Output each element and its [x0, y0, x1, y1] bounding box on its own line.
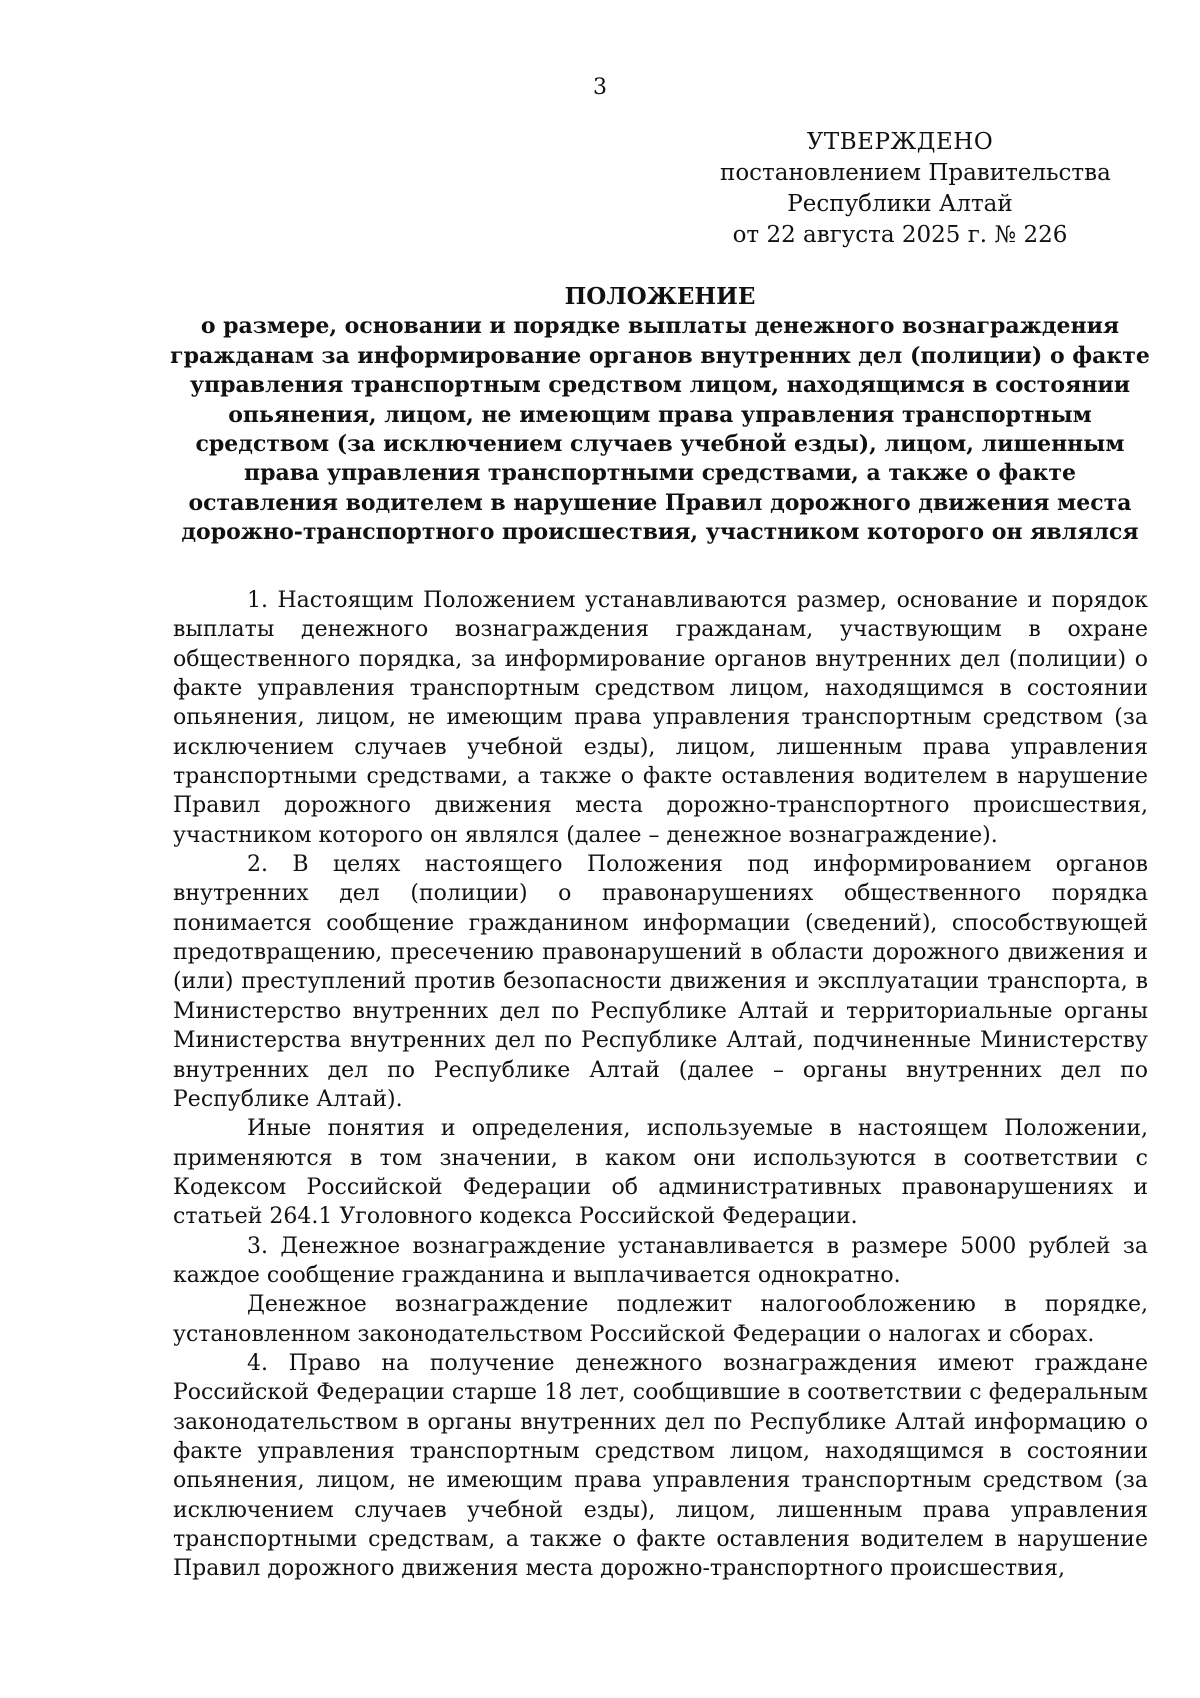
document-title-block: [168, 282, 1152, 548]
paragraph-1: 1. Настоящим Положением устанавливаются размер, основание и порядок выплаты денежного вознаграждения гражданам, участвующим в охране общественного порядка, за информирование органов внутренних дел (полиции) о факте управления транспортным средством лицом, находящимся в состоянии опьянения, лицом, не имеющим права управления транспортным средством (за исключением случаев учебной езды), лицом, лишенным права управления транспортными средствами, а также о факте оставления водителем в нарушение Правил дорожного движения места дорожно-транспортного происшествия, участником которого он являлся (далее – денежное вознаграждение).: [173, 588, 1148, 848]
paragraph-2: 2. В целях настоящего Положения под информированием органов внутренних дел (полиции) о правонарушениях общественного порядка понимается сообщение гражданином информации (сведений), способствующей предотвращению, пресечению правонарушений в области дорожного движения и (или) преступлений против безопасности движения и эксплуатации транспорта, в Министерство внутренних дел по Республике Алтай и территориальные органы Министерства внутренних дел по Республике Алтай, подчиненные Министерству внутренних дел по Республике Алтай (далее – органы внутренних дел по Республике Алтай).: [173, 852, 1148, 1112]
paragraph-3-continued: Денежное вознаграждение подлежит налогообложению в порядке, установленном законодательством Российской Федерации о налогах и сборах.: [173, 1292, 1148, 1347]
paragraph-2-continued: Иные понятия и определения, используемые в настоящем Положении, применяются в том значении, в каком они используются в соответствии с Кодексом Российской Федерации об административных правонарушениях и статьей 264.1 Уголовного кодекса Российской Федерации.: [173, 1116, 1148, 1230]
paragraph-4: 4. Право на получение денежного вознаграждения имеют граждане Российской Федерации старше 18 лет, сообщившие в соответствии с федеральным законодательством в органы внутренних дел по Республике Алтай информацию о факте управления транспортным средством лицом, находящимся в состоянии опьянения, лицом, не имеющим права управления транспортным средством (за исключением случаев учебной езды), лицом, лишенным права управления транспортными средствам, а также о факте оставления водителем в нарушение Правил дорожного движения места дорожно-транспортного происшествия,: [173, 1350, 1148, 1582]
page-number: 3: [593, 75, 607, 100]
document-title: ПОЛОЖЕНИЕ: [564, 283, 756, 310]
paragraph-3: 3. Денежное вознаграждение устанавливается в размере 5000 рублей за каждое сообщение гражданина и выплачивается однократно.: [173, 1233, 1148, 1288]
document-body: [173, 586, 1148, 1584]
approval-heading: УТВЕРЖДЕНО: [806, 129, 994, 155]
document-subtitle: о размере, основании и порядке выплаты денежного вознаграждения гражданам за информирование органов внутренних дел (полиции) о факте управления транспортным средством лицом, находящимся в состоянии опьянения, лицом, не имеющим права управления транспортным средством (за исключением случаев учебной езды), лицом, лишенным права управления транспортными средствами, а также о факте оставления водителем в нарушение Правил дорожного движения места дорожно-транспортного происшествия, участником которого он являлся: [170, 313, 1150, 546]
approval-date-number: от 22 августа 2025 г. № 226: [732, 222, 1068, 248]
approval-issuer: постановлением Правительства: [720, 160, 1111, 186]
approval-stamp-block: [720, 127, 1111, 251]
approval-region: Республики Алтай: [787, 191, 1013, 217]
